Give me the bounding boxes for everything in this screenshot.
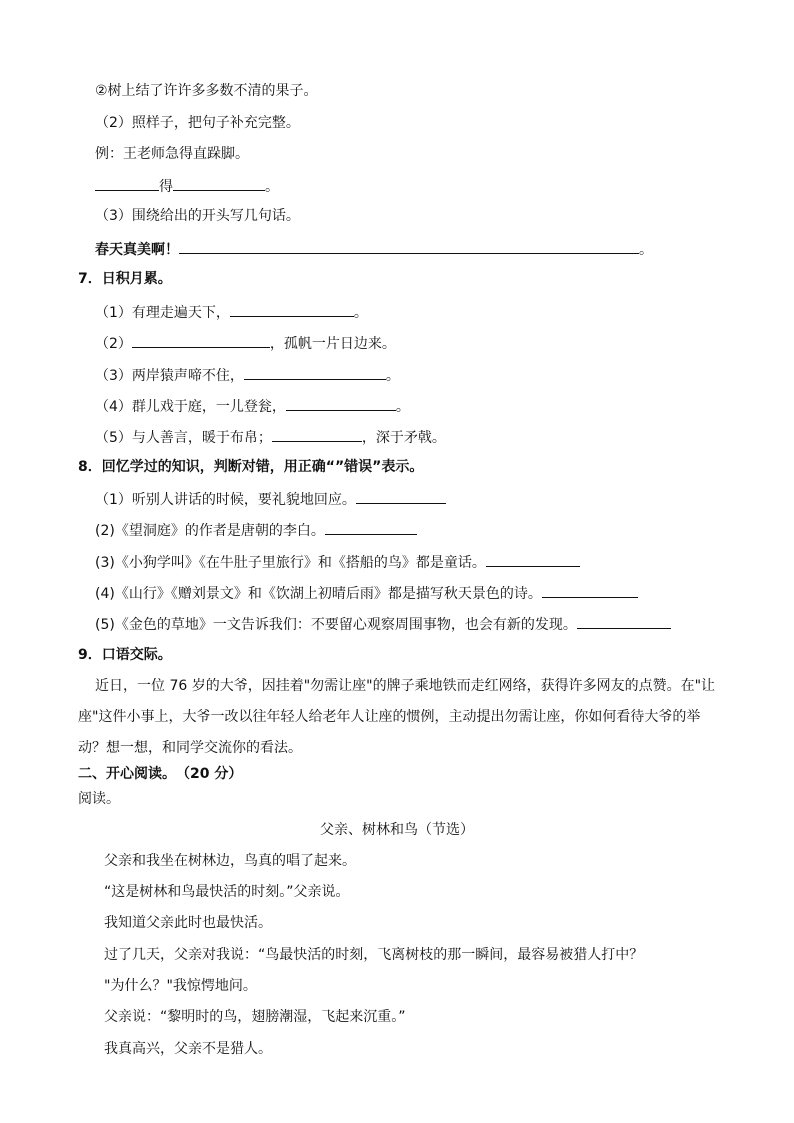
q7-item-5 — [95, 426, 446, 446]
q7-item-4-before: （4）群儿戏于庭，一儿登瓮， — [95, 399, 286, 415]
q7-blank-5[interactable] — [272, 426, 362, 442]
q8-item-3-text: (3)《小狗学叫》《在牛肚子里旅行》和《搭船的鸟》都是童话。 — [95, 555, 486, 571]
passage-line-6: 父亲说：“黎明时的鸟，翅膀潮湿，飞起来沉重。” — [104, 1009, 406, 1025]
passage-line-2: “这是树林和鸟最快活的时刻。”父亲说。 — [104, 884, 350, 900]
q6-sub3-title: （3）围绕给出的开头写几句话。 — [95, 208, 300, 224]
q8-item-4 — [95, 582, 638, 602]
q9-para-line-2: 座"这件小事上，大爷一改以往年轻人给老年人让座的惯例，主动提出勿需让座，你如何看待大爷的举 — [78, 709, 701, 725]
blank-spring[interactable] — [179, 238, 639, 254]
q6-example: 例：王老师急得直跺脚。 — [95, 146, 249, 162]
q8-item-1 — [95, 488, 446, 508]
passage-line-4: 过了几天，父亲对我说：“鸟最快活的时刻，飞离树枝的那一瞬间，最容易被猎人打中？ — [104, 947, 644, 963]
q6-fill-line — [95, 175, 279, 195]
q6-spring-line — [95, 238, 653, 258]
fill-end: 。 — [265, 179, 279, 195]
q8-answer-5[interactable] — [577, 613, 671, 629]
q8-item-2 — [95, 519, 417, 539]
q7-item-2-after: ，孤帆一片日边来。 — [269, 336, 396, 352]
q7-item-5-before: （5）与人善言，暖于布帛； — [95, 430, 272, 446]
q9-para-line-1: 近日，一位 76 岁的大爷，因挂着"勿需让座"的牌子乘地铁而走红网络，获得许多网友的点赞。在"让 — [95, 678, 716, 694]
blank-result[interactable] — [173, 175, 265, 191]
section2-title: 二、开心阅读。 （20 分） — [78, 766, 243, 782]
passage-title: 父亲、树林和鸟（节选） — [320, 822, 474, 838]
q7-item-1 — [95, 301, 368, 321]
passage-line-7: 我真高兴，父亲不是猎人。 — [104, 1041, 272, 1057]
q8-answer-2[interactable] — [325, 519, 417, 535]
passage-line-3: 我知道父亲此时也最快活。 — [104, 915, 272, 931]
q7-blank-3[interactable] — [244, 364, 386, 380]
q8-item-3 — [95, 551, 580, 571]
q7-item-1-before: （1）有理走遍天下， — [95, 305, 230, 321]
q7-item-4-after: 。 — [395, 399, 410, 415]
fill-middle: 得 — [159, 179, 173, 195]
q7-blank-4[interactable] — [286, 395, 396, 411]
q8-item-1-text: （1）听别人讲话的时候，要礼貌地回应。 — [95, 492, 356, 508]
q8-answer-4[interactable] — [542, 582, 638, 598]
q9-title: 9．口语交际。 — [78, 647, 172, 663]
q7-item-5-after: ，深于矛戟。 — [361, 430, 446, 446]
q8-item-2-text: (2)《望洞庭》的作者是唐朝的李白。 — [95, 523, 325, 539]
q7-title: 7．日积月累。 — [78, 271, 172, 287]
q8-item-5 — [95, 613, 671, 633]
section2-instruction: 阅读。 — [78, 791, 120, 807]
q7-item-3 — [95, 364, 400, 384]
q7-item-4 — [95, 395, 410, 415]
q7-item-2-before: （2） — [95, 336, 132, 352]
spring-start: 春天真美啊！ — [95, 242, 179, 258]
q8-answer-3[interactable] — [486, 551, 580, 567]
passage-line-1: 父亲和我坐在树林边，鸟真的唱了起来。 — [104, 853, 356, 869]
passage-line-5: "为什么？"我惊愕地问。 — [104, 978, 257, 994]
q9-para-line-3: 动？想一想，和同学交流你的看法。 — [78, 740, 302, 756]
q6-item2-sentence: ②树上结了许许多多数不清的果子。 — [95, 83, 318, 99]
q8-title: 8．回忆学过的知识，判断对错，用正确“”错误”表示。 — [78, 459, 424, 475]
q7-item-3-after: 。 — [385, 368, 400, 384]
q7-item-2 — [95, 332, 396, 352]
blank-subject[interactable] — [95, 175, 159, 191]
q8-item-5-text: (5)《金色的草地》一文告诉我们：不要留心观察周围事物，也会有新的发现。 — [95, 617, 577, 633]
q7-item-1-after: 。 — [353, 305, 368, 321]
q7-item-3-before: （3）两岸猿声啼不住， — [95, 368, 244, 384]
q7-blank-2[interactable] — [132, 332, 270, 348]
q6-sub2-title: （2）照样子，把句子补充完整。 — [95, 115, 300, 131]
q7-blank-1[interactable] — [230, 301, 354, 317]
q8-answer-1[interactable] — [356, 488, 446, 504]
spring-end: 。 — [639, 242, 653, 258]
q8-item-4-text: (4)《山行》《赠刘景文》和《饮湖上初晴后雨》都是描写秋天景色的诗。 — [95, 586, 542, 602]
